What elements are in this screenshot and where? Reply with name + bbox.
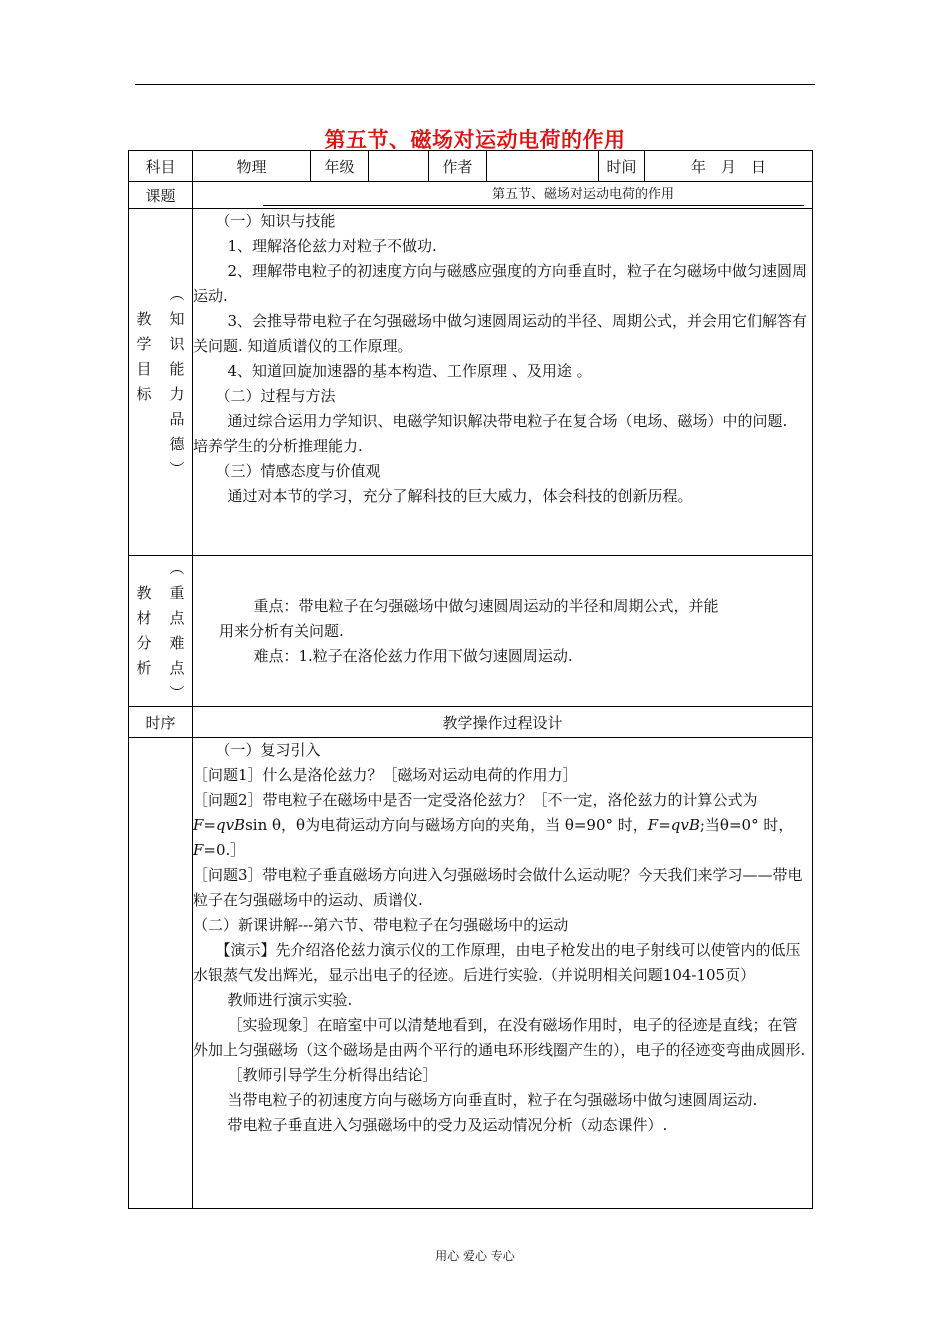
topic-label: 课题 — [129, 182, 193, 209]
analysis-line: 带电粒子垂直进入匀强磁场中的受力及运动情况分析（动态课件）. — [227, 1116, 668, 1134]
topic-value: 第五节、磁场对运动电荷的作用 — [263, 185, 804, 206]
subject-label: 科目 — [129, 151, 193, 182]
topic-row — [129, 182, 813, 209]
difficulty: 难点：1.粒子在洛伦兹力作用下做匀速圆周运动. — [253, 646, 573, 665]
grade-value — [369, 151, 429, 182]
page-footer: 用心 爱心 专心 — [435, 1249, 515, 1263]
question-1: ［问题1］什么是洛伦兹力？［磁场对运动电荷的作用力］ — [193, 766, 578, 784]
question-3: ［问题3］带电粒子垂直磁场方向进入匀强磁场时会做什么运动呢？今天我们来学习——带电粒子在匀强磁场中的运动、质谱仪. — [193, 866, 803, 909]
objectives-label-left: 教 学 目 标 — [136, 310, 152, 403]
new-lesson-heading: （二）新课讲解---第六节、带电粒子在匀强磁场中的运动 — [193, 916, 569, 934]
review-heading: （一）复习引入 — [215, 741, 321, 759]
analysis-label-cell — [129, 556, 193, 707]
objectives-content: （一）知识与技能 1、理解洛伦兹力对粒子不做功. 2、理解带电粒子的初速度方向与磁感应强度的方向垂直时，粒子在匀磁场中做匀速圆周运动. 3、会推导带电粒子在匀强磁场中做匀速圆周运动的半径、周期公式，并会用它们解答有关问题. 知道质谱仪的工作原理。 4、知道回旋加速器的基本构造、工作原理 、及用途 。 （二）过程与方法 通过综合运用力学知识、电磁学知识解决带电粒子在复合场（电场、磁场）中的问题. 培养学生的分析推理能力. （三）情感态度与价值观 通过对本节的学习，充分了解科技的巨大威力，体会科技的创新历程。 — [193, 209, 813, 556]
header-row — [129, 151, 813, 182]
sequence-cell — [129, 738, 193, 1209]
guide-line: ［教师引导学生分析得出结论］ — [227, 1066, 438, 1084]
analysis-label-left: 教 材 分 析 — [136, 584, 152, 677]
objectives-label-cell — [129, 209, 193, 556]
author-label: 作者 — [429, 151, 487, 182]
process-row — [129, 738, 813, 1209]
phenomenon-paragraph: ［实验现象］在暗室中可以清楚地看到，在没有磁场作用时，电子的径迹是直线；在管外加上匀强磁场（这个磁场是由两个平行的通电环形线圈产生的），电子的径迹变弯曲成圆形. — [193, 1016, 806, 1059]
sequence-label: 时序 — [129, 707, 193, 738]
time-label: 时间 — [599, 151, 645, 182]
topic-cell — [193, 182, 813, 209]
analysis-row — [129, 556, 813, 707]
objectives-label-right: ︵ 知 识 能 力 品 德 ︶ — [169, 285, 185, 478]
author-value — [487, 151, 599, 182]
time-value: 年 月 日 — [645, 151, 813, 182]
lesson-plan-table — [128, 150, 813, 1209]
teacher-demo: 教师进行演示实验. — [227, 991, 353, 1009]
subject-value: 物理 — [193, 151, 311, 182]
conclusion-paragraph: 当带电粒子的初速度方向与磁场方向垂直时，粒子在匀强磁场中做匀速圆周运动. — [227, 1091, 758, 1109]
key-point: 重点：带电粒子在匀强磁场中做匀速圆周运动的半径和周期公式，并能 — [253, 596, 719, 615]
header-rule — [135, 84, 815, 85]
document-title: 第五节、磁场对运动电荷的作用 — [324, 128, 626, 152]
objectives-row — [129, 209, 813, 556]
question-2: ［问题2］带电粒子在磁场中是否一定受洛伦兹力？［不一定，洛伦兹力的计算公式为F=qvBsin θ，θ为电荷运动方向与磁场方向的夹角，当 θ=90° 时，F=qvB;当θ=0° 时，F=0.］ — [193, 791, 794, 859]
analysis-content — [193, 556, 813, 707]
process-header-row — [129, 707, 813, 738]
process-design-label: 教学操作过程设计 — [193, 707, 813, 738]
process-content — [193, 738, 813, 1209]
grade-label: 年级 — [311, 151, 369, 182]
demo-paragraph: 【演示】先介绍洛伦兹力演示仪的工作原理，由电子枪发出的电子射线可以使管内的低压水银蒸气发出辉光，显示出电子的径迹。后进行实验.（并说明相关问题104-105页） — [193, 941, 801, 984]
analysis-label-right: ︵ 重 点 难 点 ︶ — [169, 559, 185, 702]
key-point-cont: 用来分析有关问题. — [219, 621, 344, 640]
